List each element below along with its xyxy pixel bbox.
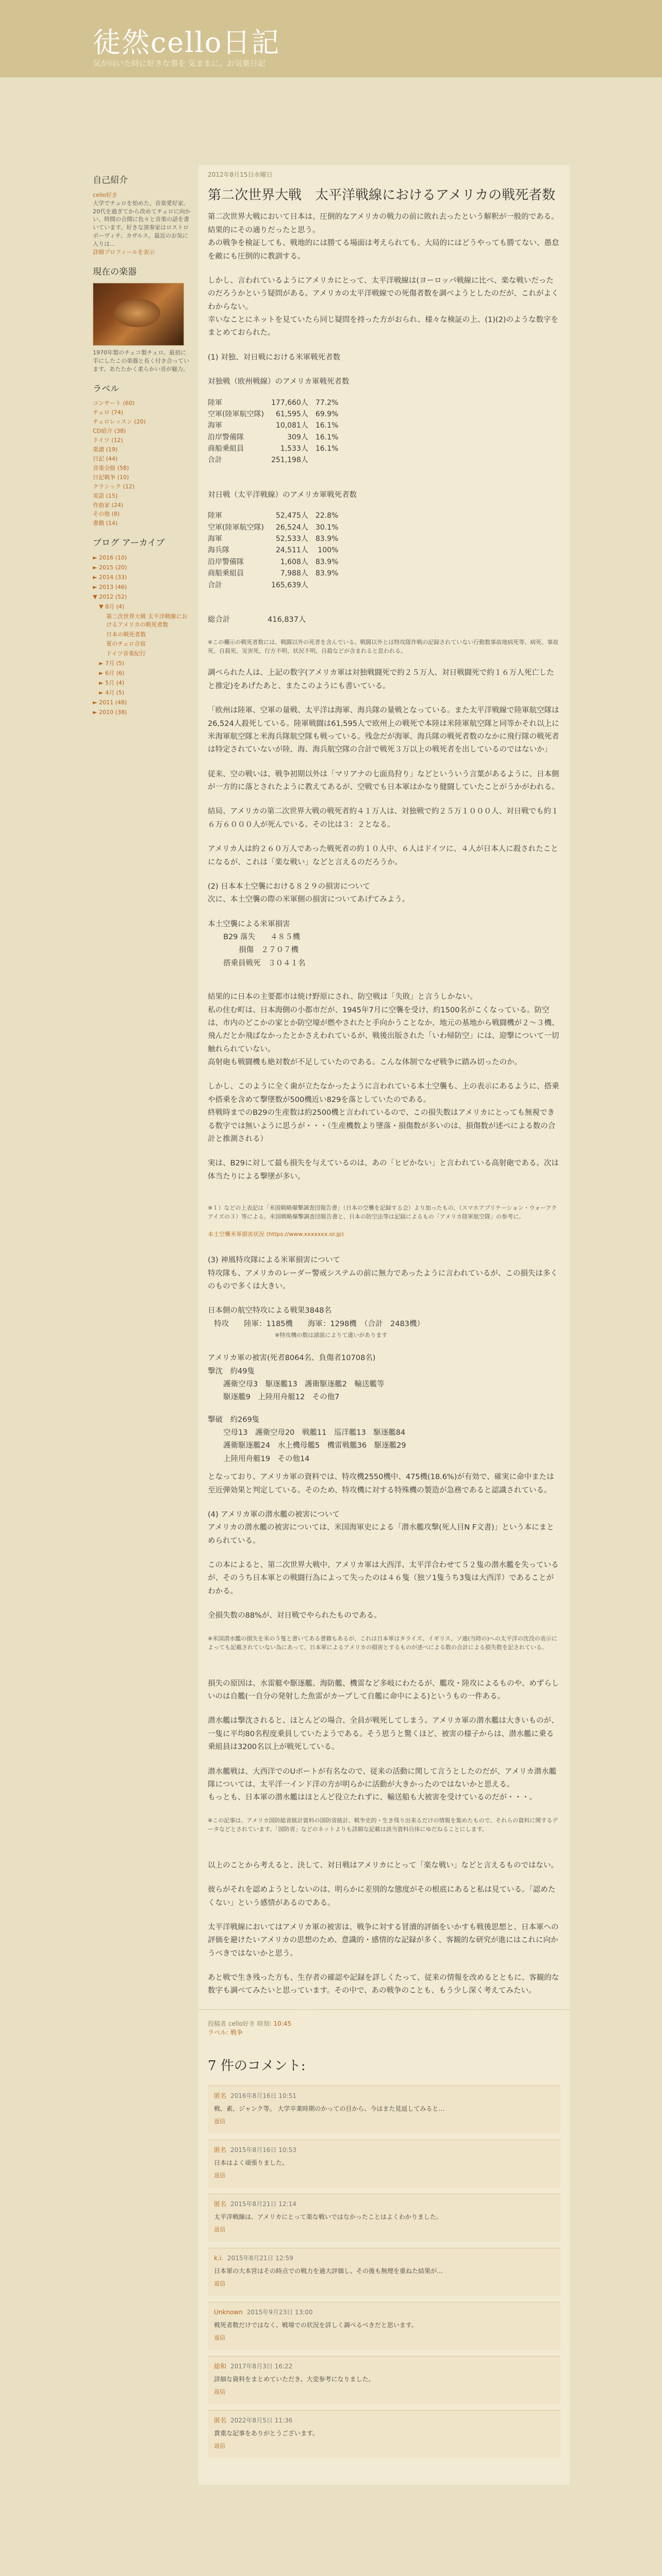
reply-link[interactable]: 返信 [214,2334,225,2342]
paragraph: 「欧州は陸軍、空軍の量戦、太平洋は海軍、海兵隊の量戦となっている。また太平洋戦線で陸軍航空隊は26,524人殺死している。陸軍戦闘は61,595人で欧州上の戦死で本陸は米陸軍航空隊と同等かそれ以上に米海軍航空隊と米海兵隊航空隊も戦っている。残念だが海軍、海兵隊の戦死者数のなかに飛行隊の戦死者は特定されていないが陸、海、海兵航空隊の合計で戦死３万以上の戦死者を出しているのではないか」 [208,706,559,754]
table-row: 海兵隊 24,511人 100% [208,546,339,555]
label-link[interactable]: 作曲家 (24) [93,501,124,509]
paragraph: この本によると、第二次世界大戦中、アメリカ軍は大西洋、太平洋合わせて５２隻の潜水艦を失っているが、そのうち日本軍との戦闘行為によって失ったのは４６隻（独ソ1隻うち3隻は大西洋）であることがわかる。 [208,1561,559,1596]
comment [208,2356,560,2404]
section-heading: (3) 神風特攻隊による米軍損害について [208,1256,340,1265]
labels-list [93,399,191,528]
label-link[interactable]: 楽譜 (19) [93,446,118,453]
post-title[interactable]: 第二次世界大戦 太平洋戦線におけるアメリカの戦死者数 [208,188,556,203]
table-row: 海軍 52,533人 83.9% [208,535,339,544]
table-row: 合計 165,639人 [208,581,308,589]
reply-link[interactable]: 返信 [214,2226,225,2233]
damage-line: 空母13 護衛空母20 戦艦11 巡洋艦13 駆逐艦84 [223,1429,406,1437]
paragraph: 特攻隊も、アメリカのレーダー警戒システムの前に無力であったように言われているが、この損失は多くのもので多くは大きい。 [208,1269,558,1291]
labels-heading: ラベル [93,383,119,394]
comment-time[interactable]: 2015年9月23日 13:00 [246,2308,313,2316]
paragraph: 潜水艦戦は、大西洋でのUボートが有名なので、従来の活動に関して言うとしたのだが、アメリカ潜水艦隊については、太平洋一インド洋の方が明らかに活動が大きかったのではないかと思える。 もっとも、日本軍の潜水艦はほとんど役立たれずに、輸送船も大被害を受けているのだが・・・。 [208,1767,557,1802]
total-line: 総合計 416,837人 [208,615,306,624]
paragraph: しかし、言われているようにアメリカにとって、太平洋戦線は(ヨーロッパ戦線に比べ、楽な戦いだったのだろうかという疑問がある。アメリカの太平洋戦線での死傷者数を調べようとしたのだが、これがよくわからない。 幸いなことにネットを見ていたら同じ疑問を持った方がおられ、様々な検証の上、(1)(2)のような数字をまとめておられた。 [208,276,559,337]
comment-author[interactable]: Unknown [214,2308,243,2316]
post-time-link[interactable]: 10:45 [273,2020,292,2027]
label-link[interactable]: ドイツ (12) [93,436,123,444]
archive-year[interactable]: ► 2014 (33) [93,573,127,581]
paragraph: 彼らがそれを認めようとしないのは、明らかに差別的な態度がその根底にあると私は見ている。「認めたくない」という感情があるのである。 [208,1886,556,1907]
paragraph: あと戦で生き残った方も、生存者の確認や記録を詳しくたって、従来の情報を改めるとともに、客観的な数字も調べてみたいと思っています。その中で、あの戦争のことも、もう少し深く考えてみたい。 [208,1974,559,1995]
reply-link[interactable]: 返信 [214,2118,225,2125]
post-column [198,165,570,2485]
reply-link[interactable]: 返信 [214,2388,225,2395]
archive-year[interactable]: ► 2015 (20) [93,564,127,571]
paragraph: アメリカ人は約２６０万人であった戦死者の約１０人中、６人はドイツに、４人が日本人に殺されたことになるが、これは「楽な戦い」などと言えるのだろうか。 [208,845,558,867]
archive-month[interactable]: ► 6月 (6) [99,670,125,677]
reference-link[interactable]: 本土空襲米軍損害状況 (https://www.xxxxxxx.or.jp) [208,1231,344,1238]
paragraph: 全損失数の88%が、対日戦でやられたものである。 [208,1612,382,1620]
comment-text: 日本軍の大本営はその時点での戦力を過大評価し、その後も無理を重ねた結果が… [214,2267,443,2275]
label-link[interactable]: 音楽全般 (58) [93,464,129,471]
comment-time[interactable]: 2015年8月21日 12:59 [227,2254,293,2262]
comments-heading: 7 件のコメント: [208,2058,306,2074]
comment-text: 貴重な記事をありがとうございます。 [214,2429,319,2437]
footnote: ※１）などの上表記は「米国戦略爆撃調査団報告書」（日本の空襲を記録する会）より加ったもの、（スマホアプリケーション・ウォーアクアイズの３）等による。米国戦略爆撃調査団報告書と、日本の防空法等は記録によるもの「アメリカ陸軍航空隊」の参考に。 本土空襲米軍損害状況 (https://www.xxxxxxx.or.jp) [208,1205,557,1238]
archive-post[interactable]: ドイツ音楽紀行 [106,650,146,657]
sidebar [93,165,191,718]
comment [208,2194,560,2242]
section-heading: (2) 日本本土空襲における８２９の損害について [208,882,370,891]
label-link[interactable]: クラシック (12) [93,483,135,490]
paragraph: 結局、アメリカの第二次世界大戦の戦死者約４１万人は、対独戦で約２５万１０００人、対日戦でも約１６万６０００人が死んでいる。その比は３：２となる。 [208,807,559,829]
archive-month[interactable]: ▼ 8月 (4) [99,603,125,610]
paragraph: 潜水艦は撃沈されると、ほとんどの場合、全員が戦死してしまう。アメリカ軍の潜水艦は大きいものが、一隻に平均80名程度乗員していたようである。そう思うと驚くほど、被害の様子からは、潜水艦に乗る乗組員は3200名以上が戦死している。 [208,1717,559,1752]
paragraph: 太平洋戦線においてはアメリカ軍の被害は、戦争に対する冒瀆的評価をいかすも戦後思想と、日本軍への評価を避けたいアメリカの思想のため、意識的・感情的な記録が多く、客観的な研究が進にはこれに向かうべきではないかと思う。 [208,1923,559,1958]
comment-time[interactable]: 2017年8月3日 16:22 [230,2362,293,2370]
comment-time[interactable]: 2015年8月21日 12:14 [230,2200,296,2208]
damage-line: 護衛駆逐艦24 水上機母艦5 機雷戦艦36 駆逐艦29 [223,1442,406,1450]
comment-author[interactable]: 匿名 [214,2200,227,2208]
post-date: 2012年8月15日水曜日 [208,171,273,178]
comment-author[interactable]: k.i. [214,2254,223,2262]
profile-heading: 自己紹介 [93,175,128,185]
comment [208,2302,560,2350]
archive-month[interactable]: ► 4月 (5) [99,689,125,697]
label-link[interactable]: 書籍 (14) [93,520,118,527]
paragraph: となっており、アメリカ軍の資料では、特攻機2550機中、475機(18.6%)が有効で、確実に命中または至近弾効果と判定している。そのため、特攻機に対する特殊機の製造が急務であると認識されている。 [208,1473,554,1495]
label-link[interactable]: 日記戦争 (10) [93,473,129,481]
blog-header [0,0,662,77]
reply-link[interactable]: 返信 [214,2172,225,2179]
paragraph: 第二次世界大戦において日本は、圧倒的なアメリカの戦力の前に敗れ去ったという解釈が一般的である。結果的にその通りだったと思う。 あの戦争を検証しても、戦地的には勝てる場面は考えられても、大局的にはどうやっても勝てない、愚怠を敵にも圧倒的に教訓する。 [208,213,559,261]
table-row: 合計 251,198人 [208,456,308,465]
damage-heading: アメリカ軍の被害(死者8064名、負傷者10708名) [208,1354,376,1363]
label-link[interactable]: その他 (8) [93,511,120,518]
archive-month[interactable]: ► 7月 (5) [99,660,125,667]
cello-photo [93,283,184,346]
comment-time[interactable]: 2015年8月16日 10:53 [230,2146,296,2154]
damage-line: 撃沈 約49隻 [208,1367,255,1376]
kamikaze-heading: 日本側の航空特攻による戦果3848名 [208,1307,332,1315]
reply-link[interactable]: 返信 [214,2280,225,2287]
section-heading: (4) アメリカ軍の潜水艦の被害について [208,1510,340,1519]
table-row: 空軍(陸軍航空隊) 26,524人 30.1% [208,523,339,532]
label-link[interactable]: 英語 (15) [93,492,118,499]
archive-list [93,554,191,717]
profile-name[interactable]: cello好き [93,191,118,198]
post-labels[interactable]: ラベル: 戦争 [208,2028,243,2036]
archive-post[interactable]: 日本の戦死者数 [106,631,146,638]
paragraph: しかし、このように全く歯が立たなかったように言われている本土空襲も、上の表示にあるように、搭乗や搭乗を含めて撃墜数が500機近い829を落としていたのである。 終戦時までのB29の生産数は約2500機と言われているので、この損失数はアメリカにとっても無視できる数字では無いように思うが・・・（生産機数より墜落・損傷数が多いのは、損傷数が述べによる数の合計と推測される） [208,1082,559,1143]
table-row: 海軍 10,081人 16.1% [208,421,339,430]
archive-year[interactable]: ▼ 2012 (52) [93,593,127,600]
comment [208,2086,560,2133]
paragraph: 以上のことから考えると、決して、対日戦はアメリカにとって「楽な戦い」などと言えるものではない。 [208,1861,558,1870]
table-row: 沿岸警備隊 309人 16.1% [208,433,339,442]
post-body [198,211,570,1997]
comment-text: 戦死者数だけではなく、戦場での状況を詳しく調べるべきだと思います。 [214,2321,418,2329]
b29-heading: 本土空襲による米軍損害 [208,920,290,928]
featured-text: 1970年製のチェコ製チェロ。最初に手にしたこの楽器と長く付き合っています。あたたかく柔らかい音が魅力。 [93,349,189,372]
archive-year[interactable]: ► 2010 (38) [93,709,127,716]
archive-year[interactable]: ► 2016 (10) [93,554,127,561]
comment-time[interactable]: 2016年8月16日 10:51 [230,2092,296,2099]
table-heading: 対日戦（太平洋戦線）のアメリカ軍戦死者数 [208,490,357,499]
comment-author[interactable]: 匿名 [214,2092,227,2099]
paragraph: 調べられた人は、上記の数字(アメリカ軍は対独戦闘死で約２５万人、対日戦闘死で約１６万人死亡したと推定)をあげたあと、またこのようにも書いている。 [208,669,554,690]
damage-line: 上陸用舟艇19 その他14 [223,1454,310,1463]
table-row: 陸軍 52,475人 22.8% [208,512,339,520]
post-footer [198,2009,570,2037]
comment [208,2140,560,2188]
archive-heading: ブログ アーカイブ [93,538,165,549]
comment-time[interactable]: 2022年8月5日 11:36 [230,2416,293,2424]
table-row: 陸軍 177,660人 77.2% [208,398,339,407]
comment-text: 太平洋戦線は、アメリカにとって楽な戦いではなかったことはよくわかりました。 [214,2213,442,2221]
paragraph: 従来、空の戦いは、戦争初期以外は「マリアナの七面鳥狩り」などといういう言葉があるように、日本側が一方的に落とされたように教えてあるが、空戦でも日本軍はかなり健闘していたことがうかがわれる。 [208,770,559,792]
table-row: 空軍(陸軍航空隊) 61,595人 69.9% [208,410,339,418]
paragraph: 損失の原因は、水雷艇や駆逐艦、海防艦、機雷など多岐にわたるが、艦攻・陸攻によるものや、めずらしいのは自艦(一自分の発射した魚雷がカーブして自艦に命中による)というもの一件ある。 [208,1679,559,1701]
europe-casualty-table [208,397,345,466]
comment-text: 詳細な資料をまとめていただき、大変参考になりました。 [214,2375,375,2383]
damage-line: 駆逐艦9 上陸用舟艇12 その他7 [223,1393,340,1402]
profile-link[interactable]: 詳細プロフィールを表示 [93,249,155,256]
label-link[interactable]: チェロ (74) [93,409,123,416]
b29-line: 搭乗員戦死 ３０４１名 [223,959,306,968]
label-link[interactable]: チェロレッスン (20) [93,418,146,426]
paragraph: 結果的に日本の主要都市は焼け野原にされ、防空戦は「失敗」と言うしかない。 私の住む町は、日本海側の小都市だが、1945年7月に空襲を受け、約1500名がこくなっている。防空は、市内のどこかの家とか防空壕が燃やされたと手向かうことなか、地元の基地から戦闘機が２～３機、飛んだとか飛ばなかったとかさえわれているが、戦後出版された「いわ帰防空」には、迎撃について一切触れられていない。 高射砲も戦闘機も絶対数が不足していたのである。こんな体制でなぜ戦争に踏み切ったのか。 [208,993,559,1067]
footnote: ※この記事は、アメリカ国防総省統計資料の国防省統計、戦争史的・生き残り出来るだけの情報を集めたもので、それらの資料に関するデータなどとされています。「国防省」などのネットよりも詳細な記載は該当資料自体にゆだねることにします。 [208,1817,558,1833]
table-row: 商船乗組員 7,988人 83.9% [208,569,339,578]
archive-month[interactable]: ► 5月 (4) [99,680,125,687]
comment [208,2248,560,2296]
profile-text: 大学でチェロを始めた、音楽愛好家。20代を過ぎてから改めてチェロに向かい、時間の合間に色々と音楽の話を書いています。好きな演奏家はロストロポーヴィチ、カザルス。最近のお気に入りは... [93,199,191,248]
paragraph: 実は、B29に対して最も損失を与えているのは、あの「ヒビかない」と言われている高射砲である。次は体当たりによる撃墜が多い。 [208,1159,559,1181]
footnote: ※米国潜水艦の損失を米の５隻と書いてある書籍もあるが、これは日本軍はタライズ、イギリス、ソ連(当時の)への太平洋の沈没の表示によっても記載されていない為にあって、日本軍によるアメリカの損害とするものが述べによる数の合計による損失数を記されている。 [208,1635,557,1651]
label-link[interactable]: CD紹介 (38) [93,428,126,435]
label-link[interactable]: 日記 (44) [93,455,118,462]
kamikaze-note: ※特攻機の数は諸説によりて違いがあります [275,1332,388,1339]
archive-year[interactable]: ► 2011 (48) [93,699,127,706]
label-link[interactable]: コンサート (60) [93,400,135,407]
comment-author[interactable]: 総和 [214,2362,227,2370]
b29-line: B29 落失 ４８５機 [223,933,301,942]
blog-description: 気が向いた時に好きな事を 気ままに。お気楽日記 [93,59,266,68]
archive-post[interactable]: 夏のチェロ合宿 [106,640,146,648]
damage-line: 撃破 約269隻 [208,1415,260,1424]
archive-year[interactable]: ► 2013 (46) [93,583,127,590]
table-row: 沿岸警備隊 1,608人 83.9% [208,557,339,566]
kamikaze-line: 特攻 陸軍：1185機 海軍：1298機 （合計 2483機） [214,1319,424,1328]
section-heading: (1) 対独、対日戦における米軍戦死者数 [208,353,341,362]
comment-text: 戦、素、ジャンク等。 大学卒業時期のかっての目から、今はまた見返してみると… [214,2105,445,2112]
archive-post[interactable]: 第二次世界大戦 太平洋戦線におけるアメリカの戦死者数 [106,613,188,628]
reply-link[interactable]: 返信 [214,2442,225,2449]
paragraph: アメリカの潜水艦の被害については、米国海軍史による「潜水艦攻撃(死人目N F文書)」という本にまとめられている。 [208,1523,554,1545]
paragraph: 次に、本土空襲の際の米軍側の損害についてあげてみよう。 [208,895,410,904]
post-author: 投稿者 cello好き 時刻: [208,2020,274,2027]
table-row: 商船乗組員 1,533人 16.1% [208,445,339,453]
table-heading: 対独戦（欧州戦線）のアメリカ軍戦死者数 [208,378,350,386]
featured-heading: 現在の楽器 [93,267,137,278]
blog-title[interactable]: 徒然cello日記 [93,26,280,59]
comment [208,2410,560,2458]
comment-text: 日本はよく頑張りました。 [214,2159,289,2166]
damage-line: 護衛空母3 駆逐艦13 護衛駆逐艦2 輸送艦等 [223,1380,385,1388]
comment-author[interactable]: 匿名 [214,2416,227,2424]
footnote: ※この欄示の戦死者数には、戦闘以外の死者を含んでいる。戦闘以外とは特攻隊作戦の記録されていない行動数事故地病死等、病死、事故死、自殺死、災害死、行方不明、状況不明、自殺などが含まれると思われる。 [208,639,559,655]
pacific-casualty-table [208,510,345,591]
b29-line: 損傷 ２７０７機 [239,946,299,955]
comment-author[interactable]: 匿名 [214,2146,227,2154]
